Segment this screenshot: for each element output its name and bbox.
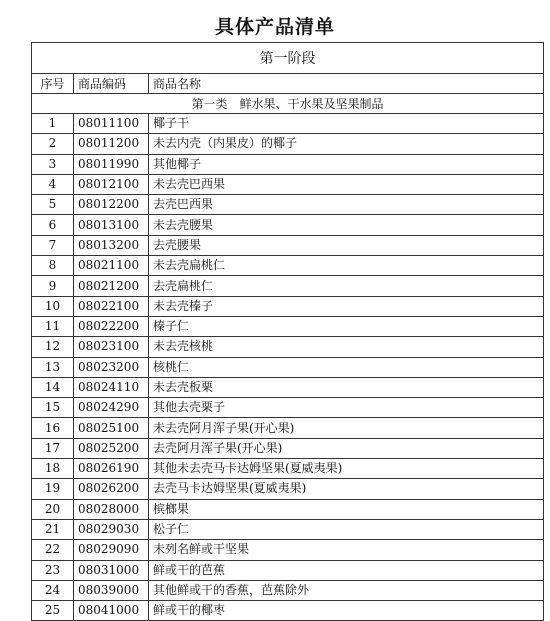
table-row [32, 479, 544, 499]
cell-name: 榛子仁 [149, 316, 544, 336]
cell-no: 16 [32, 418, 74, 438]
cell-name: 椰子干 [149, 114, 544, 134]
cell-code: 08022200 [74, 316, 149, 336]
stage-row [32, 43, 544, 74]
table-row [32, 134, 544, 154]
cell-code: 08023200 [74, 357, 149, 377]
cell-no: 19 [32, 479, 74, 499]
table-row [32, 235, 544, 255]
cell-name: 鲜或干的椰枣 [149, 601, 544, 621]
table-row [32, 337, 544, 357]
cell-code: 08025100 [74, 418, 149, 438]
cell-no: 10 [32, 296, 74, 316]
cell-no: 5 [32, 195, 74, 215]
cell-no: 4 [32, 174, 74, 194]
table-row [32, 499, 544, 519]
cell-name: 未去壳腰果 [149, 215, 544, 235]
table-row [32, 519, 544, 539]
cell-name: 其他未去壳马卡达姆坚果(夏威夷果) [149, 459, 544, 479]
cell-name: 去壳阿月浑子果(开心果) [149, 438, 544, 458]
cell-no: 11 [32, 316, 74, 336]
stage-label: 第一阶段 [32, 43, 544, 74]
cell-no: 17 [32, 438, 74, 458]
cell-name: 未去壳扁桃仁 [149, 256, 544, 276]
cell-name: 去壳马卡达姆坚果(夏威夷果) [149, 479, 544, 499]
cell-no: 18 [32, 459, 74, 479]
cell-no: 15 [32, 398, 74, 418]
table-row [32, 418, 544, 438]
table-row [32, 377, 544, 397]
table-row [32, 540, 544, 560]
table-row [32, 276, 544, 296]
cell-code: 08011990 [74, 154, 149, 174]
cell-code: 08025200 [74, 438, 149, 458]
cell-code: 08041000 [74, 601, 149, 621]
table-row [32, 601, 544, 621]
cell-code: 08021200 [74, 276, 149, 296]
cell-no: 3 [32, 154, 74, 174]
cell-code: 08012100 [74, 174, 149, 194]
cell-no: 23 [32, 560, 74, 580]
cell-code: 08031000 [74, 560, 149, 580]
cell-name: 去壳腰果 [149, 235, 544, 255]
table-row [32, 580, 544, 600]
cell-no: 14 [32, 377, 74, 397]
cell-name: 未去壳板栗 [149, 377, 544, 397]
cell-code: 08029090 [74, 540, 149, 560]
cell-no: 8 [32, 256, 74, 276]
header-name: 商品名称 [149, 74, 544, 94]
cell-code: 08013100 [74, 215, 149, 235]
cell-no: 25 [32, 601, 74, 621]
cell-name: 松子仁 [149, 519, 544, 539]
cell-name: 鲜或干的芭蕉 [149, 560, 544, 580]
product-table [31, 42, 544, 621]
cell-code: 08029030 [74, 519, 149, 539]
cell-code: 08012200 [74, 195, 149, 215]
cell-code: 08023100 [74, 337, 149, 357]
cell-name: 核桃仁 [149, 357, 544, 377]
table-header-row [32, 74, 544, 94]
table-row [32, 195, 544, 215]
table-row [32, 316, 544, 336]
cell-no: 24 [32, 580, 74, 600]
cell-no: 21 [32, 519, 74, 539]
table-row [32, 357, 544, 377]
cell-code: 08024290 [74, 398, 149, 418]
header-no: 序号 [32, 74, 74, 94]
table-row [32, 438, 544, 458]
cell-no: 7 [32, 235, 74, 255]
header-code: 商品编码 [74, 74, 149, 94]
cell-no: 13 [32, 357, 74, 377]
cell-code: 08028000 [74, 499, 149, 519]
cell-no: 12 [32, 337, 74, 357]
cell-no: 20 [32, 499, 74, 519]
cell-name: 未列名鲜或干坚果 [149, 540, 544, 560]
cell-name: 其他鲜或干的香蕉，芭蕉除外 [149, 580, 544, 600]
cell-code: 08013200 [74, 235, 149, 255]
cell-code: 08011100 [74, 114, 149, 134]
cell-name: 槟榔果 [149, 499, 544, 519]
cell-code: 08026200 [74, 479, 149, 499]
document-title: 具体产品清单 [214, 16, 335, 38]
cell-code: 08024110 [74, 377, 149, 397]
table-row [32, 296, 544, 316]
cell-no: 6 [32, 215, 74, 235]
table-row [32, 256, 544, 276]
cell-name: 其他椰子 [149, 154, 544, 174]
cell-name: 未去壳核桃 [149, 337, 544, 357]
cell-name: 其他去壳栗子 [149, 398, 544, 418]
table-row [32, 154, 544, 174]
cell-name: 未去内壳（内果皮）的椰子 [149, 134, 544, 154]
table-row [32, 174, 544, 194]
cell-name: 未去壳阿月浑子果(开心果) [149, 418, 544, 438]
cell-name: 去壳巴西果 [149, 195, 544, 215]
cell-no: 1 [32, 114, 74, 134]
cell-code: 08021100 [74, 256, 149, 276]
cell-no: 22 [32, 540, 74, 560]
table-row [32, 560, 544, 580]
category-row [32, 94, 544, 114]
table-row [32, 459, 544, 479]
cell-no: 2 [32, 134, 74, 154]
table-row [32, 114, 544, 134]
cell-no: 9 [32, 276, 74, 296]
cell-code: 08026190 [74, 459, 149, 479]
cell-name: 未去壳巴西果 [149, 174, 544, 194]
cell-name: 去壳扁桃仁 [149, 276, 544, 296]
category-label: 第一类 鲜水果、干水果及坚果制品 [32, 94, 544, 114]
cell-code: 08039000 [74, 580, 149, 600]
table-row [32, 398, 544, 418]
cell-name: 未去壳榛子 [149, 296, 544, 316]
table-row [32, 215, 544, 235]
cell-code: 08022100 [74, 296, 149, 316]
cell-code: 08011200 [74, 134, 149, 154]
